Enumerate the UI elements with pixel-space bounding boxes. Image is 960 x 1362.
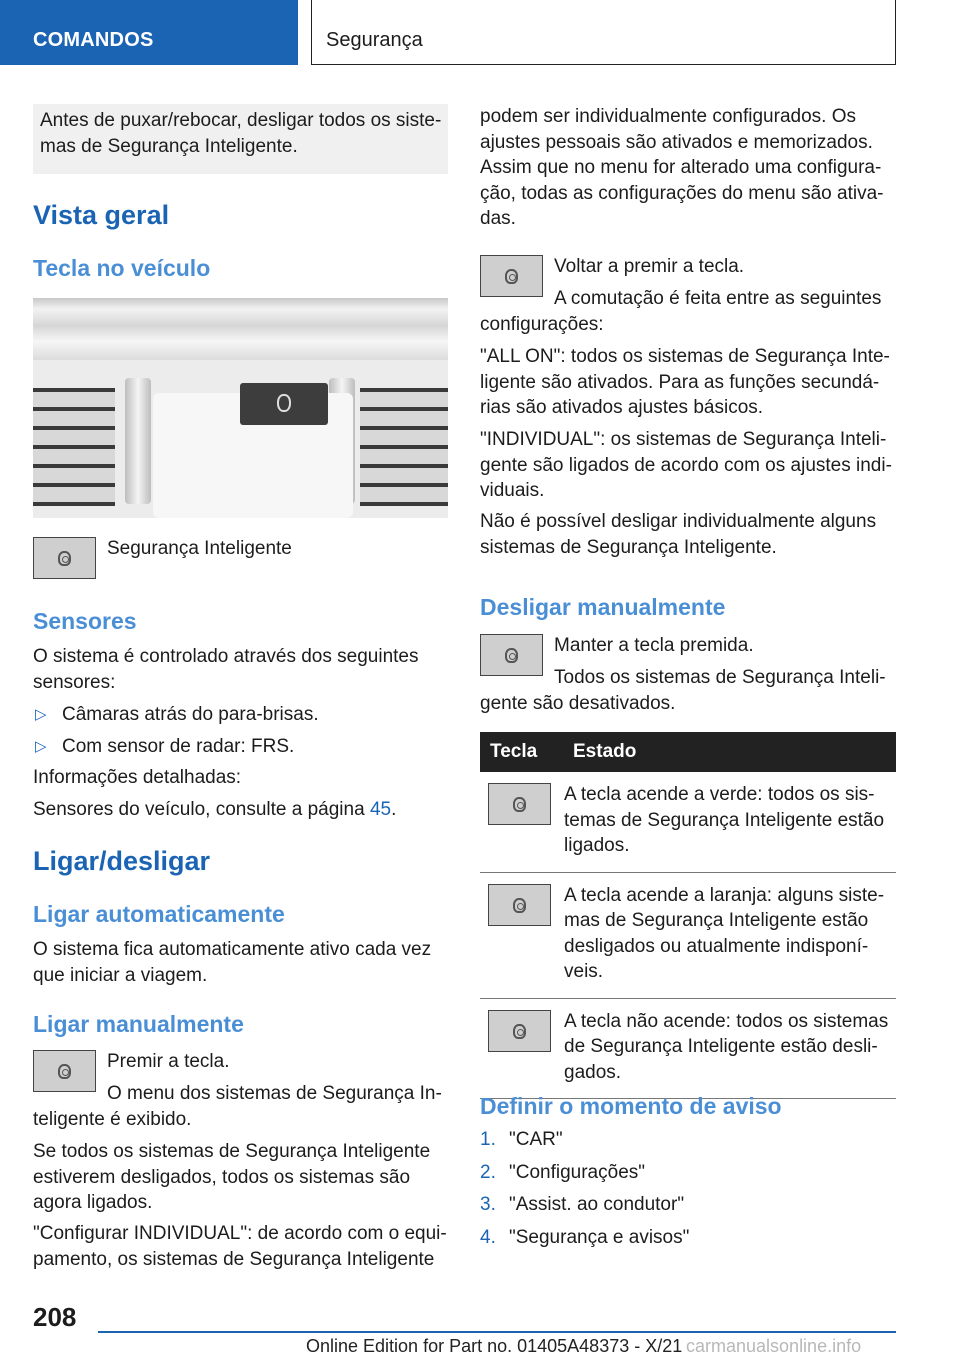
driving-assistance-button-icon (488, 884, 551, 926)
state-cell: A tecla acende a laranja: alguns siste-mas de Segurança Inteligente estão desligados ou atualmente indisponí-veis. (563, 872, 896, 998)
triangle-bullet-icon: ▷ (35, 737, 47, 755)
individual-text: "INDIVIDUAL": os sistemas de Segurança Inteli-gente são ligados de acordo com os ajustes indi-viduais. (480, 429, 892, 501)
footer-rule (98, 1331, 896, 1333)
col-header-state: Estado (563, 732, 896, 772)
heading-tecla-no-veiculo: Tecla no veículo (33, 255, 211, 281)
col-header-key: Tecla (480, 732, 563, 772)
desligar-step-2: Todos os sistemas de Segurança Inteli-gente são desativados. (480, 667, 886, 714)
list-item: ▷ Com sensor de radar: FRS. (33, 734, 448, 760)
watermark: carmanualsonline.info (686, 1336, 862, 1356)
heading-ligar-manual: Ligar manualmente (33, 1011, 244, 1037)
note-box: Antes de puxar/rebocar, desligar todos os siste-mas de Segurança Inteligente. (33, 104, 448, 174)
table-row (480, 998, 896, 1099)
table-row (480, 872, 896, 998)
driving-assistance-button-icon (488, 1010, 551, 1052)
heading-vista-geral: Vista geral (33, 200, 170, 230)
driving-assistance-button-icon (33, 537, 96, 579)
manual-step-4: "Configurar INDIVIDUAL": de acordo com o equi-pamento, os sistemas de Segurança Inteligente (33, 1223, 447, 1270)
sensor-reference: Sensores do veículo, consulte a página 45. (33, 799, 397, 820)
list-item: 3. "Assist. ao condutor" (480, 1194, 685, 1215)
manual-step-2: O menu dos sistemas de Segurança In-teligente é exibido. (33, 1083, 442, 1130)
driving-assistance-button-icon (488, 783, 551, 825)
voltar-step-2: A comutação é feita entre as seguintes configurações: (480, 288, 882, 335)
safety-button-icon (240, 383, 328, 425)
state-cell: A tecla acende a verde: todos os sis-temas de Segurança Inteligente estão ligados. (563, 772, 896, 872)
heading-definir-aviso: Definir o momento de aviso (480, 1093, 782, 1119)
right-continuation: podem ser individualmente configurados. Os ajustes pessoais são ativados e memorizados. Assim que no menu for alterado uma configura-ção, todas as configurações do menu são ativa-das. (480, 106, 884, 229)
list-item: 4. "Segurança e avisos" (480, 1226, 690, 1248)
heading-ligar-auto: Ligar automaticamente (33, 901, 285, 927)
all-on-text: "ALL ON": todos os sistemas de Segurança Inte-ligente são ativados. Para as funções secundá-rias são ativados ajustes básicos. (480, 346, 890, 418)
table-row (480, 772, 896, 872)
manual-step-3: Se todos os sistemas de Segurança Inteligente estiverem desligados, todos os sistemas são agora ligados. (33, 1141, 431, 1213)
footer-edition: Online Edition for Part no. 01405A48373 - X/21 (306, 1336, 683, 1356)
steps-list (480, 1127, 896, 1257)
state-cell: A tecla não acende: todos os sistemas de Segurança Inteligente estão desli-gados. (563, 998, 896, 1099)
page-link[interactable]: 45 (369, 799, 392, 820)
sensores-intro: O sistema é controlado através dos seguintes sensores: (33, 646, 419, 693)
nao-text: Não é possível desligar individualmente alguns sistemas de Segurança Inteligente. (480, 511, 877, 558)
status-table (480, 732, 896, 1099)
heading-ligar-desligar: Ligar/desligar (33, 846, 211, 876)
vehicle-button-photo (33, 298, 448, 518)
sensores-list (33, 702, 448, 765)
icon-caption: Segurança Inteligente (107, 538, 292, 559)
info-label: Informações detalhadas: (33, 767, 242, 788)
manual-step-1: Premir a tecla. (107, 1051, 230, 1072)
desligar-step-1: Manter a tecla premida. (554, 635, 754, 656)
table-header-row (480, 732, 896, 772)
heading-sensores: Sensores (33, 608, 137, 634)
section-title: Segurança (311, 0, 896, 65)
heading-desligar-manual: Desligar manualmente (480, 594, 726, 620)
list-item: ▷ Câmaras atrás do para-brisas. (33, 702, 448, 728)
page-number: 208 (33, 1302, 77, 1332)
auto-text: O sistema fica automaticamente ativo cada vez que iniciar a viagem. (33, 939, 432, 986)
triangle-bullet-icon: ▷ (35, 706, 47, 723)
voltar-step-1: Voltar a premir a tecla. (554, 256, 745, 277)
chapter-tab: COMANDOS (0, 0, 298, 65)
list-item: 1. "CAR" (480, 1129, 563, 1150)
list-item: 2. "Configurações" (480, 1161, 646, 1183)
